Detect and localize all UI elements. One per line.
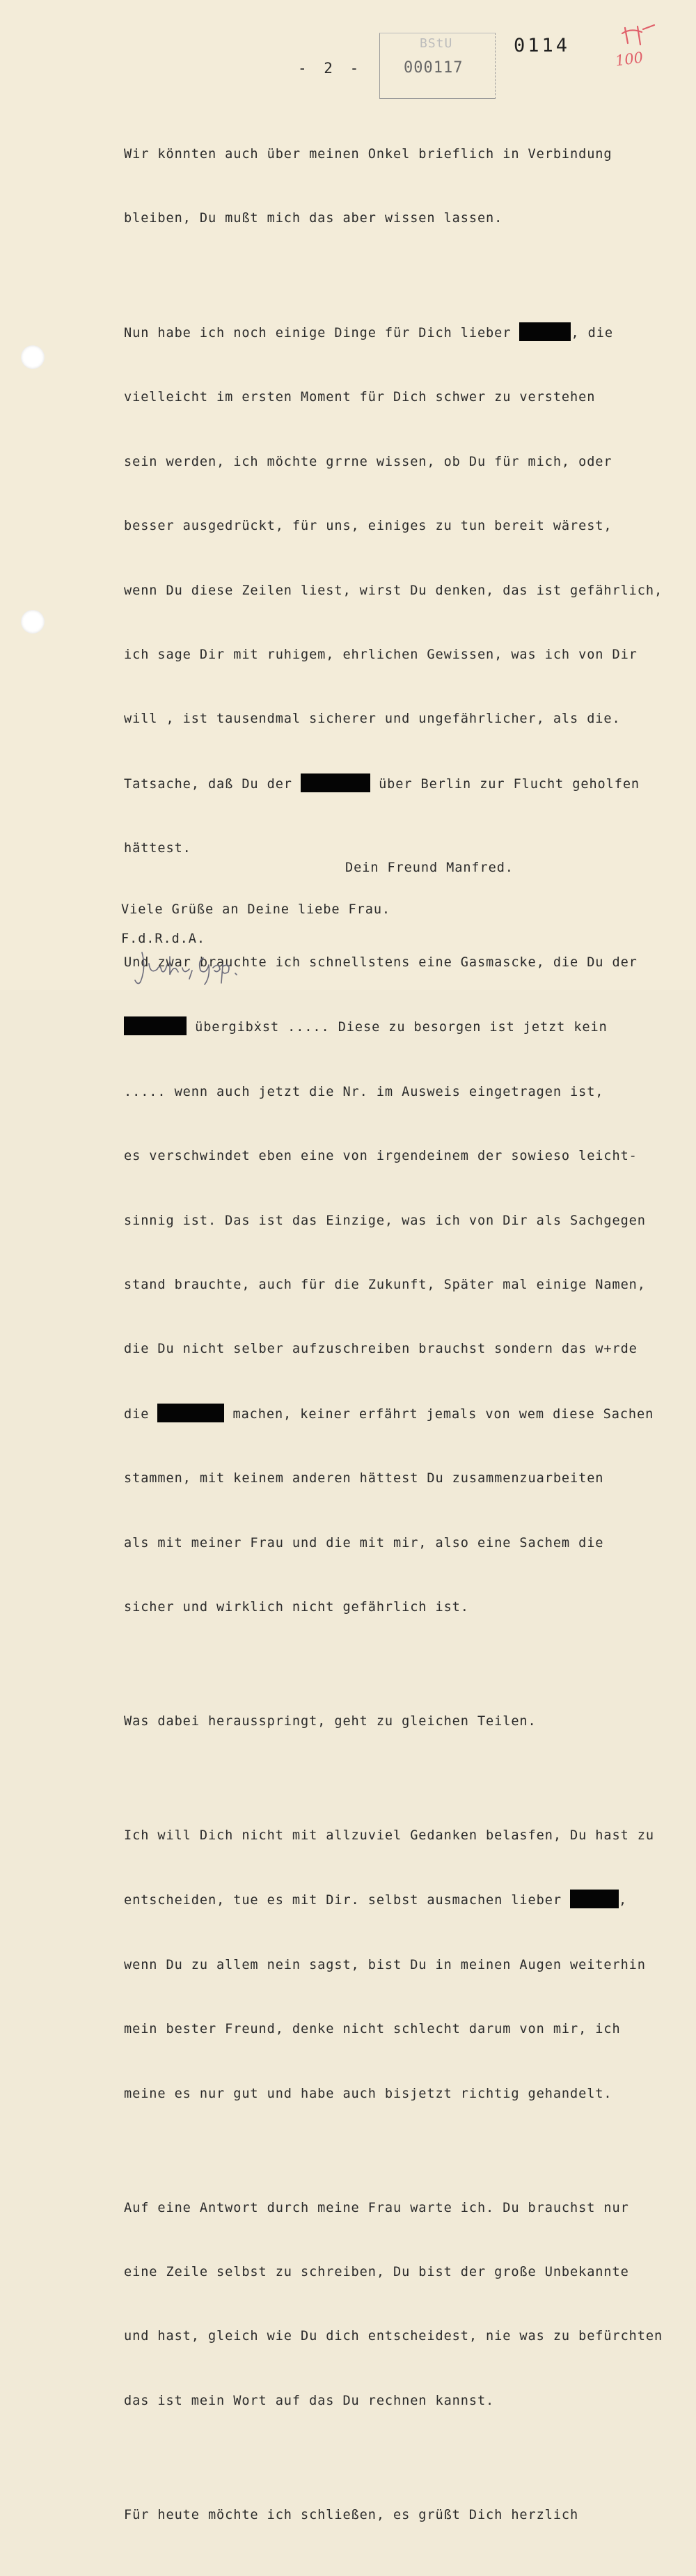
text-line: als mit meiner Frau und die mit mir, also eine Sachem die	[124, 1535, 604, 1550]
text-line: besser ausgedrückt, für uns, einiges zu tun bereit wärest,	[124, 519, 612, 534]
archive-stamp	[379, 33, 496, 99]
redaction-bar	[301, 773, 370, 792]
text-line: Ich will Dich nicht mit allzuviel Gedanken belasfen, Du hast zu	[124, 1828, 654, 1843]
paragraph-3	[124, 909, 681, 1661]
text-line: hättest.	[124, 841, 191, 856]
punch-hole	[21, 610, 45, 634]
certification-mark: F.d.R.d.A.	[121, 932, 205, 946]
punch-hole	[21, 345, 45, 369]
text-line: Auf eine Antwort durch meine Frau warte ich. Du brauchst nur	[124, 2200, 629, 2215]
text-line: entscheiden, tue es mit Dir. selbst ausmachen lieber ,	[124, 1890, 681, 1912]
paragraph-6	[124, 2155, 681, 2455]
redaction-bar	[570, 1890, 619, 1908]
signature-line: Dein Freund Manfred.	[345, 861, 514, 875]
text-line: sicher und wirklich nicht gefährlich ist.	[124, 1599, 469, 1615]
stamp-number: 000117	[404, 59, 464, 77]
paragraph-7	[124, 2462, 681, 2569]
text-line: sinnig ist. Das ist das Einzige, was ich von Dir als Sachgegen	[124, 1213, 646, 1228]
paragraph-5	[124, 1782, 681, 2148]
text-line: Für heute möchte ich schließen, es grüßt Dich herzlich	[124, 2507, 579, 2522]
text-line: will , ist tausendmal sicherer und ungefährlicher, als die.	[124, 712, 621, 727]
letter-body	[124, 101, 681, 2576]
paragraph-1	[124, 101, 681, 272]
stamp-org: BStU	[420, 36, 453, 51]
text-line: Und zwar brauchte ich schnellstens eine Gasmascke, die Du der	[124, 955, 638, 971]
text-line: wenn Du zu allem nein sagst, bist Du in meinen Augen weiterhin	[124, 1957, 646, 1972]
text-line: mein bester Freund, denke nicht schlecht darum von mir, ich	[124, 2022, 621, 2037]
text-line: Was dabei herausspringt, geht zu gleichen Teilen.	[124, 1713, 537, 1729]
text-line: Nun habe ich noch einige Dinge für Dich lieber , die	[124, 322, 681, 345]
text-line: die Du nicht selber aufzuschreiben brauchst sondern das w+rde	[124, 1342, 638, 1357]
text-line: stand brauchte, auch für die Zukunft, Später mal einige Namen,	[124, 1278, 646, 1293]
text-line: übergibẋst ..... Diese zu besorgen ist jetzt kein	[124, 1016, 681, 1039]
text-line: eine Zeile selbst zu schreiben, Du bist der große Unbekannte	[124, 2264, 629, 2279]
text-line: ich sage Dir mit ruhigem, ehrlichen Gewissen, was ich von Dir	[124, 647, 638, 662]
archive-number: 0114	[514, 35, 571, 56]
text-line: stammen, mit keinem anderen hättest Du zusammenzuarbeiten	[124, 1471, 604, 1486]
text-line: Wir könnten auch über meinen Onkel brieflich in Verbindung	[124, 146, 612, 162]
page-number: - 2 -	[298, 60, 363, 77]
text-line: und hast, gleich wie Du dich entscheidest, nie was zu befürchten	[124, 2329, 663, 2344]
text-line: es verschwindet eben eine von irgendeinem der sowieso leicht-	[124, 1149, 638, 1164]
paragraph-4	[124, 1668, 681, 1775]
handwritten-note-icon	[134, 947, 259, 989]
redaction-bar	[157, 1404, 224, 1422]
redaction-bar	[519, 322, 571, 341]
closing-line: Viele Grüße an Deine liebe Frau.	[121, 902, 391, 917]
text-line: bleiben, Du mußt mich das aber wissen lassen.	[124, 210, 503, 226]
red-folio-number: 100	[614, 49, 644, 70]
text-line: wenn Du diese Zeilen liest, wirst Du denken, das ist gefährlich,	[124, 583, 663, 598]
redaction-bar	[124, 1016, 187, 1035]
text-line: das ist mein Wort auf das Du rechnen kannst.	[124, 2393, 495, 2408]
text-line: Tatsache, daß Du der über Berlin zur Flucht geholfen	[124, 773, 681, 796]
text-line: vielleicht im ersten Moment für Dich schwer zu verstehen	[124, 390, 596, 405]
text-line: meine es nur gut und habe auch bisjetzt richtig gehandelt.	[124, 2086, 612, 2101]
text-line: ..... wenn auch jetzt die Nr. im Ausweis eingetragen ist,	[124, 1084, 604, 1099]
text-line: sein werden, ich möchte grrne wissen, ob Du für mich, oder	[124, 454, 612, 469]
paragraph-2	[124, 279, 681, 902]
text-line: die machen, keiner erfährt jemals von wem diese Sachen	[124, 1404, 681, 1426]
